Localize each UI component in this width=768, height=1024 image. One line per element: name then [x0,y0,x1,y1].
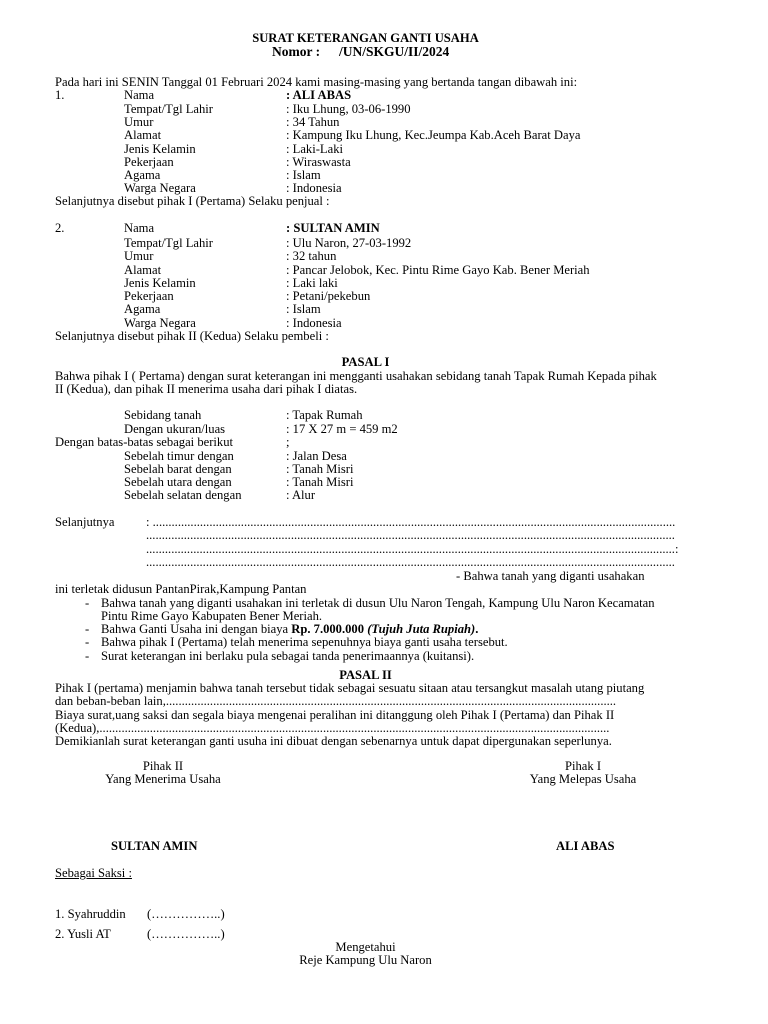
party2-value: : SULTAN AMIN [286,221,380,235]
intro-text: Pada hari ini SENIN Tanggal 01 Februari 2024 kami masing-masing yang bertanda tangan dibawah ini: [55,75,578,89]
land-value: : Tapak Rumah [286,408,363,422]
batas-label: Dengan batas-batas sebagai berikut [55,435,233,449]
signature-right-title: Pihak I [564,759,602,773]
party1-label: Agama [124,168,161,182]
party2-number: 2. [55,221,65,235]
signature-left-title: Pihak II [142,759,184,773]
bullet-dash: - [85,649,90,663]
batas-label: Sebelah selatan dengan [124,488,242,502]
party1-label: Umur [124,115,154,129]
batas-label: Sebelah barat dengan [124,462,232,476]
land-label: Sebidang tanah [124,408,202,422]
dotted-line: ........................................................................................................................................................................ [146,528,675,542]
batas-value: : Tanah Misri [286,462,354,476]
party2-value: : Indonesia [286,316,342,330]
party2-label: Pekerjaan [124,289,174,303]
witness-heading: Sebagai Saksi : [55,866,132,880]
footer-mengetahui: Mengetahui [335,940,396,954]
party1-value: : Kampung Iku Lhung, Kec.Jeumpa Kab.Aceh Barat Daya [286,128,581,142]
witness-name: 2. Yusli AT [55,927,111,941]
party2-closing: Selanjutnya disebut pihak II (Kedua) Selaku pembeli : [55,329,329,343]
party1-value: : Laki-Laki [286,142,343,156]
pasal2-paragraph: Pihak I (pertama) menjamin bahwa tanah tersebut tidak sebagai sesuatu sitaan atau tersangkut masalah utang piutang [55,681,645,695]
pasal1-paragraph: Bahwa pihak I ( Pertama) dengan surat keterangan ini mengganti usahakan sebidang tanah Tapak Rumah Kepada pihak [55,369,657,383]
bullet-text: Surat keterangan ini berlaku pula sebagai tanda penerimaannya (kuitansi). [101,649,475,663]
dotted-line: ........................................................................................................................................................................: [146,542,679,556]
party2-label: Nama [124,221,155,235]
witness-name: 1. Syahruddin [55,907,126,921]
party1-value: : 34 Tahun [286,115,340,129]
bullet-text: Pintu Rime Gayo Kabupaten Bener Meriah. [101,609,323,623]
bullet-dash: - [85,622,90,636]
batas-label: Sebelah timur dengan [124,449,234,463]
right-bullet-text: - Bahwa tanah yang diganti usahakan [456,569,645,583]
party2-value: : Islam [286,302,321,316]
pasal2-paragraph: Biaya surat,uang saksi dan segala biaya mengenai peralihan ini ditanggung oleh Pihak I (Pertama) dan Pihak II [55,708,615,722]
witness-signature: (……………..) [147,907,225,921]
batas-colon: ; [286,435,290,449]
bullet-dash: - [85,635,90,649]
party2-label: Warga Negara [124,316,196,330]
document-title: SURAT KETERANGAN GANTI USAHA [252,31,479,45]
batas-label: Sebelah utara dengan [124,475,232,489]
bullet-text: Bahwa pihak I (Pertama) telah menerima sepenuhnya biaya ganti usaha tersebut. [101,635,508,649]
dotted-line: : ...................................................................................................................................................................... [146,515,676,529]
land-label: Dengan ukuran/luas [124,422,226,436]
batas-value: : Tanah Misri [286,475,354,489]
party2-label: Tempat/Tgl Lahir [124,236,213,250]
party1-value: : Indonesia [286,181,342,195]
selanjutnya-label: Selanjutnya [55,515,115,529]
signature-right-name: ALI ABAS [556,839,615,853]
party1-value: : Iku Lhung, 03-06-1990 [286,102,411,116]
land-value: : 17 X 27 m = 459 m2 [286,422,398,436]
nomor-label: Nomor : [272,44,321,59]
pasal1-paragraph: II (Kedua), dan pihak II menerima usaha dari pihak I diatas. [55,382,358,396]
pasal2-paragraph: (Kedua),.................................................................................................................................................................. [55,721,610,735]
party1-label: Nama [124,88,155,102]
party1-label: Alamat [124,128,162,142]
batas-value: : Alur [286,488,316,502]
party2-label: Umur [124,249,154,263]
party2-value: : Petani/pekebun [286,289,371,303]
signature-left-name: SULTAN AMIN [111,839,198,853]
pasal1-heading: PASAL I [341,355,390,369]
signature-left-role: Yang Menerima Usaha [105,772,221,786]
witness-signature: (……………..) [147,927,225,941]
dotted-line: ........................................................................................................................................................................ [146,555,675,569]
party1-number: 1. [55,88,65,102]
signature-right-role: Yang Melepas Usaha [529,772,637,786]
party1-label: Pekerjaan [124,155,174,169]
pasal2-paragraph: dan beban-beban lain,............................................................................................................................................... [55,694,617,708]
party2-label: Agama [124,302,161,316]
footer-reje: Reje Kampung Ulu Naron [299,953,432,967]
party1-label: Warga Negara [124,181,196,195]
bullet-dash: - [85,596,90,610]
party2-label: Jenis Kelamin [124,276,196,290]
location-text: ini terletak didusun PantanPirak,Kampung Pantan [55,582,307,596]
pasal2-paragraph: Demikianlah surat keterangan ganti usuha ini dibuat dengan sebenarnya untuk dapat dipergunakan seperlunya. [55,734,612,748]
party2-value: : 32 tahun [286,249,337,263]
party2-value: : Pancar Jelobok, Kec. Pintu Rime Gayo Kab. Bener Meriah [286,263,590,277]
party1-value: : Islam [286,168,321,182]
party2-value: : Ulu Naron, 27-03-1992 [286,236,412,250]
nomor-value: /UN/SKGU/II/2024 [339,44,450,59]
batas-value: : Jalan Desa [286,449,347,463]
party1-label: Tempat/Tgl Lahir [124,102,213,116]
bullet-text: Bahwa tanah yang diganti usahakan ini terletak di dusun Ulu Naron Tengah, Kampung Ulu Naron Kecamatan [101,596,655,610]
pasal2-heading: PASAL II [339,668,392,682]
party2-label: Alamat [124,263,162,277]
party1-value: : ALI ABAS [286,88,352,102]
party1-value: : Wiraswasta [286,155,351,169]
party1-closing: Selanjutnya disebut pihak I (Pertama) Selaku penjual : [55,194,330,208]
party2-value: : Laki laki [286,276,338,290]
bullet-text: Bahwa Ganti Usaha ini dengan biaya Rp. 7.000.000 (Tujuh Juta Rupiah). [101,622,479,636]
party1-label: Jenis Kelamin [124,142,196,156]
